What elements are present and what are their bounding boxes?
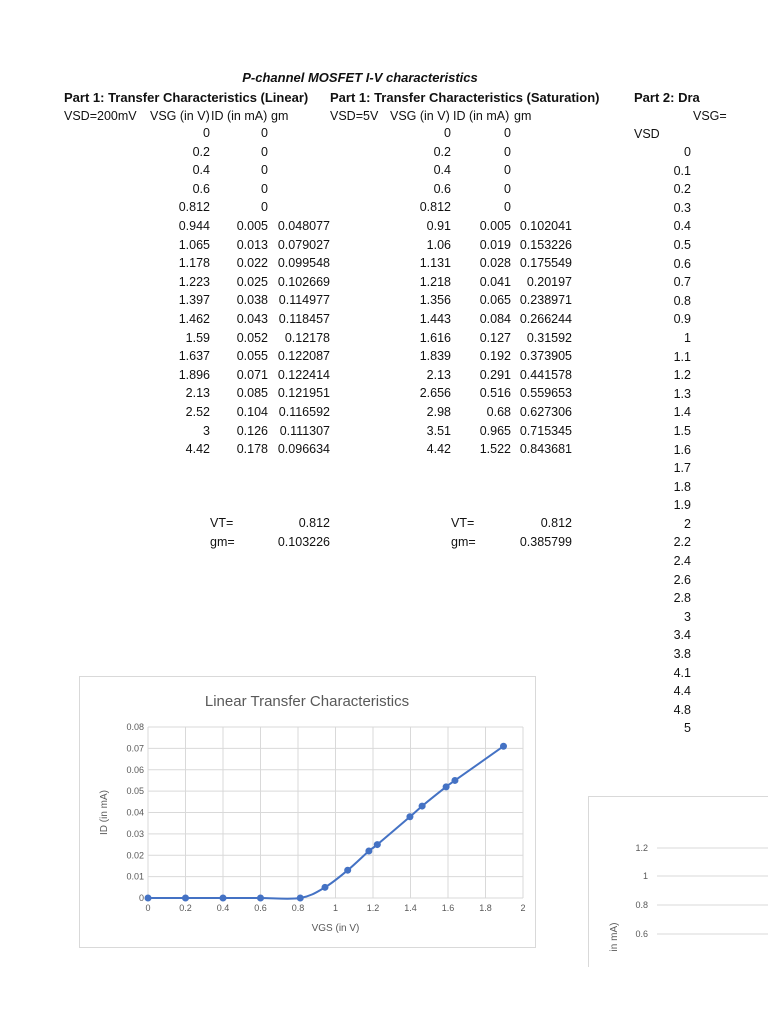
part2-vsd-cell: 4.4 bbox=[673, 684, 691, 699]
y-tick-label: 0.06 bbox=[126, 764, 144, 775]
part2-vsd-column bbox=[640, 143, 691, 738]
saturation-id-cell: 0 bbox=[504, 181, 511, 196]
data-point bbox=[500, 743, 507, 750]
part2-vsd-header: VSD bbox=[634, 127, 660, 141]
linear-transfer-chart-svg bbox=[80, 677, 535, 947]
part2-vsd-cell: 3.8 bbox=[673, 647, 691, 662]
y-tick-label: 0.04 bbox=[126, 807, 144, 818]
part2-vsd-cell: 1.4 bbox=[673, 405, 691, 420]
linear-gm-cell: 0.114977 bbox=[278, 293, 330, 308]
saturation-gm-cell: 0.627306 bbox=[519, 404, 572, 419]
saturation-vsg-cell: 2.656 bbox=[419, 386, 451, 401]
saturation-vsg-cell: 0.4 bbox=[433, 163, 451, 178]
linear-id-cell: 0 bbox=[261, 126, 268, 140]
x-tick-label: 1.2 bbox=[366, 903, 380, 913]
linear-gm-cell: 0.048077 bbox=[277, 218, 330, 233]
part2-vsd-cell: 0.6 bbox=[673, 256, 691, 271]
saturation-gm-cell: 0.559653 bbox=[519, 386, 572, 401]
linear-id-cell: 0.025 bbox=[236, 274, 268, 289]
linear-gm-cell: 0.099548 bbox=[277, 256, 330, 271]
data-point bbox=[297, 895, 304, 902]
linear-id-cell: 0.104 bbox=[236, 404, 268, 419]
saturation-vsg-cell: 0 bbox=[444, 126, 451, 140]
x-tick-label: 1.6 bbox=[441, 903, 455, 913]
linear-id-cell: 0.071 bbox=[236, 367, 268, 382]
linear-vsg-cell: 1.896 bbox=[178, 367, 210, 382]
linear-gm-cell: 0.096634 bbox=[277, 442, 330, 457]
saturation-vsg-cell: 0.91 bbox=[426, 218, 451, 233]
linear-vsg-cell: 1.462 bbox=[178, 311, 210, 326]
linear-vsg-cell: 0 bbox=[203, 126, 210, 140]
saturation-vsg-cell: 0.812 bbox=[419, 200, 451, 215]
part2-vsd-cell: 1.3 bbox=[673, 386, 691, 401]
linear-gm-cell: 0.079027 bbox=[277, 237, 330, 252]
data-point bbox=[257, 895, 264, 902]
saturation-id-cell: 0 bbox=[504, 163, 511, 178]
saturation-gm-cell: 0.843681 bbox=[519, 442, 572, 457]
saturation-id-header: ID (in mA) bbox=[453, 109, 510, 123]
saturation-gm-cell: 0.153226 bbox=[519, 237, 572, 252]
linear-vsg-cell: 1.59 bbox=[185, 330, 210, 345]
linear-id-cell: 0 bbox=[261, 144, 268, 159]
saturation-vsg-cell: 1.131 bbox=[419, 256, 451, 271]
saturation-vsg-cell: 1.06 bbox=[426, 237, 451, 252]
linear-id-cell: 0.013 bbox=[236, 237, 268, 252]
saturation-gm-cell: 0.441578 bbox=[519, 367, 572, 382]
linear-id-cell: 0.055 bbox=[236, 349, 268, 364]
part2-vsd-cell: 0.1 bbox=[673, 163, 691, 178]
linear-gm-cell: 0.118457 bbox=[278, 311, 330, 326]
saturation-vsg-cell: 2.13 bbox=[426, 367, 451, 382]
linear-id-cell: 0 bbox=[261, 200, 268, 215]
linear-gm-value: 0.103226 bbox=[277, 535, 330, 549]
part2-vsd-cell: 1.7 bbox=[673, 461, 691, 476]
saturation-id-cell: 0.68 bbox=[486, 404, 511, 419]
part2-vsd-cell: 1.5 bbox=[673, 423, 691, 438]
part2-vsd-cell: 5 bbox=[684, 721, 691, 736]
linear-gm-cell: 0.122414 bbox=[277, 367, 330, 382]
linear-vsg-cell: 2.13 bbox=[185, 386, 210, 401]
part2-vsd-cell: 0.5 bbox=[673, 237, 691, 252]
saturation-vsg-cell: 0.6 bbox=[433, 181, 451, 196]
saturation-gm-value: 0.385799 bbox=[519, 535, 572, 549]
chart-title: Linear Transfer Characteristics bbox=[204, 693, 410, 710]
part2-vsd-cell: 0.7 bbox=[673, 275, 691, 290]
y-tick-label: 0.01 bbox=[126, 871, 144, 882]
series-line bbox=[148, 746, 504, 899]
x-tick-label: 1.4 bbox=[404, 903, 417, 913]
part2-vsd-cell: 1.1 bbox=[673, 349, 691, 364]
x-tick-label: 0.6 bbox=[254, 903, 267, 913]
saturation-gm-cell: 0.102041 bbox=[519, 218, 572, 233]
saturation-vt-label: VT= bbox=[451, 516, 475, 530]
part2-vsd-cell: 1.8 bbox=[673, 479, 691, 494]
linear-vsg-cell: 0.944 bbox=[178, 218, 210, 233]
linear-gm-cell: 0.12178 bbox=[284, 330, 330, 345]
saturation-vsd-label: VSD=5V bbox=[330, 109, 379, 123]
linear-vsg-cell: 0.812 bbox=[178, 200, 210, 215]
data-point bbox=[182, 895, 189, 902]
y-tick-label: 1.2 bbox=[635, 843, 648, 853]
linear-vsg-cell: 2.52 bbox=[185, 404, 210, 419]
x-tick-label: 0.4 bbox=[216, 903, 230, 913]
linear-gm-header: gm bbox=[271, 109, 289, 123]
saturation-id-cell: 0 bbox=[504, 200, 511, 215]
saturation-id-column bbox=[451, 124, 511, 459]
linear-vsg-header: VSG (in V) bbox=[150, 109, 210, 123]
linear-vsg-cell: 3 bbox=[203, 423, 210, 438]
linear-gm-cell: 0.111307 bbox=[279, 423, 330, 438]
data-point bbox=[344, 867, 351, 874]
linear-vsg-cell: 1.065 bbox=[178, 237, 210, 252]
saturation-chart-svg bbox=[589, 797, 768, 967]
saturation-id-cell: 0.041 bbox=[479, 274, 511, 289]
part2-vsg-label: VSG= bbox=[693, 109, 727, 123]
part2-vsd-cell: 0.2 bbox=[673, 182, 691, 197]
saturation-id-cell: 0.028 bbox=[479, 256, 511, 271]
linear-gm-cell: 0.116592 bbox=[278, 404, 330, 419]
part2-vsd-cell: 1.6 bbox=[673, 442, 691, 457]
saturation-id-cell: 0.291 bbox=[479, 367, 511, 382]
linear-vsd-label: VSD=200mV bbox=[64, 109, 137, 123]
saturation-vsg-cell: 1.839 bbox=[419, 349, 451, 364]
linear-vsg-cell: 0.2 bbox=[192, 144, 210, 159]
x-tick-label: 0.8 bbox=[291, 903, 305, 913]
part2-vsd-cell: 4.8 bbox=[673, 702, 691, 717]
part2-vsd-cell: 2.8 bbox=[673, 591, 691, 606]
saturation-gm-cell bbox=[511, 198, 572, 217]
saturation-gm-cell bbox=[511, 143, 572, 162]
linear-id-cell: 0 bbox=[261, 163, 268, 178]
linear-id-cell: 0.052 bbox=[236, 330, 268, 345]
saturation-id-cell: 0.005 bbox=[479, 218, 511, 233]
saturation-vsg-cell: 1.616 bbox=[419, 330, 451, 345]
saturation-gm-cell: 0.715345 bbox=[519, 423, 572, 438]
linear-id-cell: 0.085 bbox=[236, 386, 268, 401]
linear-gm-column bbox=[268, 124, 330, 459]
linear-vsg-cell: 1.637 bbox=[178, 349, 210, 364]
saturation-vsg-cell: 1.218 bbox=[419, 274, 451, 289]
saturation-gm-cell: 0.238971 bbox=[519, 293, 572, 308]
saturation-vsg-cell: 2.98 bbox=[426, 404, 451, 419]
linear-id-cell: 0.178 bbox=[236, 442, 268, 457]
y-tick-label: 0 bbox=[138, 893, 144, 903]
x-tick-label: 0.2 bbox=[179, 903, 192, 913]
linear-vsg-column bbox=[150, 124, 210, 459]
part2-vsd-cell: 2.4 bbox=[673, 554, 691, 569]
saturation-id-cell: 1.522 bbox=[479, 442, 511, 457]
saturation-id-cell: 0 bbox=[504, 126, 511, 140]
x-tick-label: 1 bbox=[332, 903, 339, 913]
saturation-vsg-header: VSG (in V) bbox=[390, 109, 450, 123]
linear-id-cell: 0.022 bbox=[236, 256, 268, 271]
linear-gm-cell bbox=[268, 143, 330, 162]
linear-id-cell: 0 bbox=[261, 181, 268, 196]
saturation-vsg-cell: 0.2 bbox=[433, 144, 451, 159]
sheet-title: P-channel MOSFET I-V characteristics bbox=[242, 70, 478, 85]
saturation-chart-partial[interactable] bbox=[588, 796, 768, 967]
saturation-vsg-cell: 4.42 bbox=[426, 442, 451, 457]
linear-id-column bbox=[210, 124, 268, 459]
part2-vsd-cell: 2 bbox=[684, 516, 691, 531]
saturation-id-cell: 0 bbox=[504, 144, 511, 159]
y-tick-label: 0.07 bbox=[126, 743, 144, 754]
linear-gm-cell: 0.121951 bbox=[277, 386, 330, 401]
linear-vsg-cell: 1.223 bbox=[178, 274, 210, 289]
saturation-gm-cell: 0.20197 bbox=[526, 274, 572, 289]
part2-vsd-cell: 0.8 bbox=[673, 293, 691, 308]
part2-vsd-cell: 3 bbox=[684, 609, 691, 624]
saturation-gm-header: gm bbox=[514, 109, 532, 123]
linear-vsg-cell: 0.4 bbox=[192, 163, 210, 178]
saturation-id-cell: 0.127 bbox=[479, 330, 511, 345]
part2-vsd-cell: 4.1 bbox=[673, 665, 691, 680]
part2-vsd-cell: 0.9 bbox=[673, 312, 691, 327]
saturation-id-cell: 0.065 bbox=[479, 293, 511, 308]
linear-vsg-cell: 1.178 bbox=[178, 256, 210, 271]
linear-vsg-cell: 0.6 bbox=[192, 181, 210, 196]
y-tick-label: 0.05 bbox=[126, 786, 144, 797]
saturation-id-cell: 0.019 bbox=[479, 237, 511, 252]
part2-vsd-cell: 3.4 bbox=[673, 628, 691, 643]
y-tick-label: 0.08 bbox=[126, 722, 144, 732]
saturation-vsg-cell: 3.51 bbox=[426, 423, 451, 438]
saturation-gm-label: gm= bbox=[451, 535, 476, 549]
x-tick-label: 2 bbox=[520, 903, 526, 913]
data-point bbox=[145, 895, 152, 902]
saturation-id-cell: 0.516 bbox=[479, 386, 511, 401]
saturation-vsg-cell: 1.443 bbox=[419, 311, 451, 326]
part2-heading: Part 2: Dra bbox=[634, 90, 700, 105]
saturation-vt-value: 0.812 bbox=[540, 516, 572, 530]
data-point bbox=[322, 884, 329, 891]
part2-vsd-cell: 1 bbox=[684, 330, 691, 345]
part2-vsd-cell: 2.6 bbox=[673, 572, 691, 587]
linear-vsg-cell: 4.42 bbox=[185, 442, 210, 457]
data-point bbox=[419, 803, 426, 810]
y-tick-label: 0.02 bbox=[126, 850, 144, 861]
part2-vsd-cell: 1.9 bbox=[673, 498, 691, 513]
saturation-id-cell: 0.965 bbox=[479, 423, 511, 438]
y-tick-label: 0.03 bbox=[126, 828, 144, 839]
y-axis-label: ID (in mA) bbox=[99, 790, 110, 835]
part2-vsd-cell: 0 bbox=[684, 145, 691, 159]
saturation-gm-cell: 0.266244 bbox=[519, 311, 572, 326]
x-tick-label: 1.8 bbox=[479, 903, 492, 913]
y-tick-label: 0.6 bbox=[635, 929, 648, 939]
saturation-id-cell: 0.084 bbox=[479, 311, 511, 326]
saturation-vsg-cell: 1.356 bbox=[419, 293, 451, 308]
linear-gm-cell: 0.122087 bbox=[277, 349, 330, 364]
linear-vt-label: VT= bbox=[210, 516, 234, 530]
saturation-gm-cell bbox=[511, 124, 572, 143]
saturation-vsg-column bbox=[390, 124, 451, 459]
saturation-gm-cell: 0.175549 bbox=[519, 256, 572, 271]
linear-id-cell: 0.005 bbox=[236, 218, 268, 233]
y-axis-label: in mA) bbox=[609, 922, 620, 952]
data-point bbox=[374, 841, 381, 848]
saturation-gm-cell bbox=[511, 161, 572, 180]
linear-id-cell: 0.038 bbox=[236, 293, 268, 308]
linear-transfer-chart[interactable] bbox=[79, 676, 536, 948]
linear-gm-cell: 0.102669 bbox=[277, 274, 330, 289]
linear-vsg-cell: 1.397 bbox=[178, 293, 210, 308]
linear-vt-value: 0.812 bbox=[298, 516, 330, 530]
part2-vsd-cell: 0.3 bbox=[673, 200, 691, 215]
data-point bbox=[451, 777, 458, 784]
saturation-id-cell: 0.192 bbox=[479, 349, 511, 364]
part2-vsd-cell: 1.2 bbox=[673, 368, 691, 383]
x-tick-label: 0 bbox=[145, 903, 151, 913]
part2-vsd-cell: 2.2 bbox=[673, 535, 691, 550]
saturation-gm-cell: 0.31592 bbox=[526, 330, 572, 345]
linear-gm-label: gm= bbox=[210, 535, 235, 549]
data-point bbox=[365, 847, 372, 854]
saturation-gm-cell: 0.373905 bbox=[519, 349, 572, 364]
part2-vsd-cell: 0.4 bbox=[673, 219, 691, 234]
part1-saturation-heading: Part 1: Transfer Characteristics (Saturation) bbox=[330, 90, 600, 105]
data-point bbox=[220, 895, 227, 902]
x-axis-label: VGS (in V) bbox=[311, 923, 360, 934]
saturation-gm-cell bbox=[511, 180, 572, 199]
data-point bbox=[443, 783, 450, 790]
linear-gm-cell bbox=[268, 180, 330, 199]
part1-linear-heading: Part 1: Transfer Characteristics (Linear) bbox=[64, 90, 309, 105]
y-tick-label: 1 bbox=[642, 871, 648, 881]
linear-id-header: ID (in mA) bbox=[211, 109, 268, 123]
linear-id-cell: 0.126 bbox=[236, 423, 268, 438]
linear-id-cell: 0.043 bbox=[236, 311, 268, 326]
linear-gm-cell bbox=[268, 124, 330, 143]
linear-gm-cell bbox=[268, 198, 330, 217]
linear-gm-cell bbox=[268, 161, 330, 180]
y-tick-label: 0.8 bbox=[635, 900, 648, 910]
saturation-gm-column bbox=[511, 124, 572, 459]
data-point bbox=[406, 813, 413, 820]
